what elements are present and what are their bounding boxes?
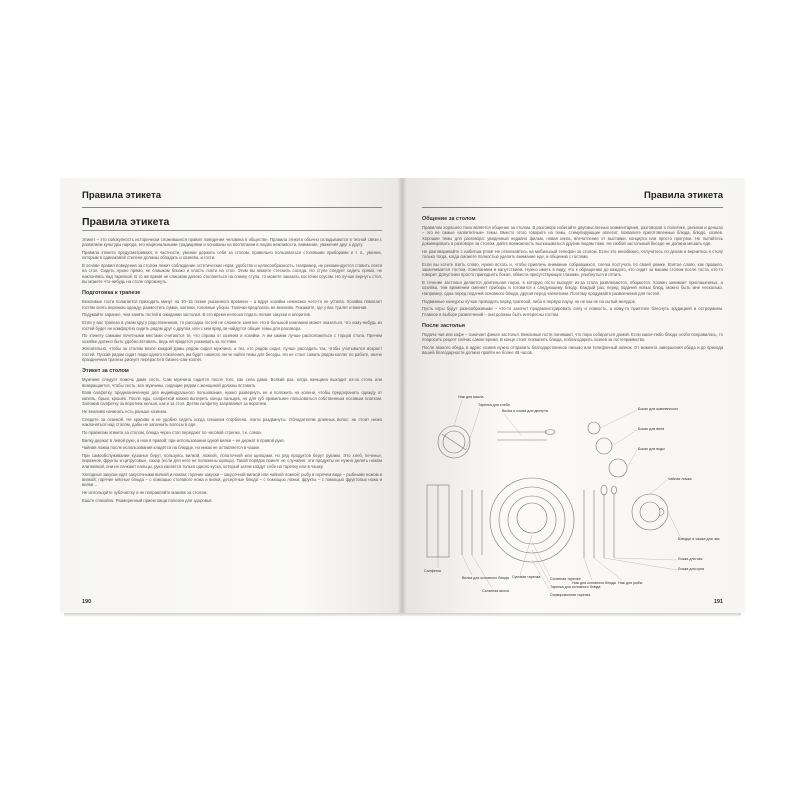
paragraph: Холодные закуски едят закусочными вилкой и ножом; горячие закуски – закусочной вилкой или чайной ложкой; рыбу в горячем виде – рыбными ножом и вилкой; горячие мясные блюда – с помощью столового ножа и вилки; десертные блюда – с помощью ложки; фрукты – с помощью фруктовых ножа и вилки…	[82, 471, 382, 488]
paragraph: Если вы хотите взять слово, нужно встать и, чтобы привлечь внимание собравшихся, слегка постучать по своей рюмке. Взятое слово, как правило, заканчивается тостом, пожеланием и напутствием. Нужно иметь в виду, что к обращению до каждого, кто сидит за вашим столом после тоста, кто-то говорит. Допустимо просто приподнять бокал, обвести присутствующих глазами, улыбнуться и отпить.	[422, 261, 723, 278]
paragraph: Правила этикета предусматривают, в частности, умение держать себя за столом, правильно пользоваться столовыми приборами и т. п., умение, которым в одинаковой степени должны обладать и хозяева, и гости.	[82, 250, 382, 261]
label-napkin: Салфетка	[424, 569, 441, 573]
label-tea-spoon: Чайная ложка	[668, 477, 692, 481]
paragraph: Если у вас трапеза в узком кругу родственников, то рассадка гостей не сложное занятие. Но в большой компании может оказаться, что кому-нибудь из гостей будет не комфортно сидеть рядом друг с другом, или с кем вряд ли найдутся общие темы для разговора.	[82, 320, 382, 331]
running-head-left: Правила этикета	[82, 190, 162, 201]
water-glass-shape	[609, 459, 627, 477]
page-title: Правила этикета	[82, 216, 382, 231]
label-bread-plate: Тарелка для хлеба	[478, 403, 510, 407]
butter-knife-shape	[442, 434, 466, 450]
label-soup-spoon: Ложка для супа	[678, 567, 705, 571]
saucer-shape	[632, 494, 668, 530]
paragraph: При самообслуживании кушанья берут, пользуясь вилкой, ложкой, лопаточной или щипцами, но ряд продуктов берут руками. Это хлеб, печенье, пирожное, фрукты и цитрусовые, сахар (если для него не положены щипцы). Такой порядок принят не случайно: эти продукты не нужно делить ножом или вилкой, они не пачкают пальцы, рука касается только одного куска, который затем кладут себе на тарелку или в чашку.	[82, 453, 382, 469]
header-rule	[82, 207, 382, 208]
paragraph: Не вежливо начинать есть раньше хозяина.	[82, 408, 168, 414]
label-fish-knife: Нож для рыбы	[618, 581, 643, 585]
paragraph: Взяв салфетку, предназначенную для индивидуального пользования, нужно развернуть ее и положить на колени, чтобы предохранить одежду от капель, брызг, крошек. После еды, салфеткой можно вытереть концы пальцев, но для губ правильнее пользоваться собственным носовым платком. Заложив салфетку за воротник нельзя, как и за стол. Детям салфетку заправляют за воротник.	[82, 390, 382, 407]
paragraph: Подумайте заранее, чем занять гостей в ожидании застолья. В это время неплохо подать легкие закуски и аперитив.	[82, 312, 311, 318]
section-heading: После застолья	[422, 322, 466, 329]
book-spine	[398, 178, 406, 613]
label-dessert: Вилка и ложка для десерта	[502, 409, 548, 413]
page-number-right: 191	[713, 599, 723, 605]
paragraph: В основе правил поведения за столом лежит соблюдение эстетических норм, удобство и целесообразность. Например, не рекомендуется ставить локти на стол. Сидеть нужно прямо, не слишком близко и класть локти на стол. Этим вы можете стеснить соседа. Но стуле следует сидеть прямо, не наклоняясь над тарелкой. В то же время не слишком далеко отклоняться на спинку стула, то можете заказать косточки соусом. Но лучше вернуть стол, вы можете что-нибудь на столе опрокинуть.	[82, 263, 382, 285]
section-heading: Этикет за столом	[82, 368, 129, 375]
page-shadow	[64, 613, 741, 617]
label-saucer-cup: Блюдце и чашка для чая	[678, 537, 720, 541]
right-page	[402, 178, 745, 613]
section-heading: Подготовка к трапезе	[82, 290, 141, 297]
paragraph: Пусть игры будут разнообразными – что-то захочет продемонстрировать силу и ловкость, а кому-то приятнее блеснуть эрудицией и остроумием. Главное в выборе развлечений – они должны быть интересны гостям.	[422, 306, 723, 317]
label-service-plate: Сервировочная тарелка	[550, 593, 591, 597]
page-number-left: 190	[82, 599, 92, 605]
label-main-plate: Тарелка для основного блюда	[550, 585, 601, 589]
paragraph: Подача чая или кофе – означает финал застолья. Вежливые гости понимают, что пора собираться домой. Если какое-либо блюдо особо понравилось, то попросить рецепт сейчас самое время. В конце стоит похвалить блюда, поблагодарить хозяев за гостеприимство.	[422, 331, 723, 343]
label-fork-main: Вилка для основного блюда	[462, 576, 509, 580]
paragraph: Вилку держат в левой руке, а нож в правой; при использовании одной вилки – ее держат в правой руке.	[82, 437, 285, 443]
paragraph: Правилом хорошего тона является общение за столом. В разговоре избегайте двусмысленных комментариев, разговоров о политике, религии и деньгах – это не самые «аппетитные» темы. Вместо этого говорите на темы, стимулирующие аппетит, похвалите приготовленные блюда, блюдо, хозяев. Хорошие темы для разговора: увиденный недавно фильм, новая книга, впечатление от выставки, концерта или просто прогулки. Не пытайтесь доминировать в разговоре за столом, дайте возможность высказываться другим людям тоже. Не любой застольный беседе не должна мешать еде.	[422, 225, 723, 246]
label-salad-fork: Салатная вилка	[482, 589, 509, 593]
paragraph: Желательно, чтобы за столом возле каждой дамы рядом сидел мужчина, а тех, кто рядом сидит, лучше рассадить так, чтобы учитывался возраст гостей. Пускай рядом сидят люди одного поколения, им будет намного легче найти темы для беседы. Но не стоит сажать рядом коллег по работе, иначе праздничная трапеза рискует перерасти в бизнес-сам коллег.	[82, 346, 382, 363]
table-setting-diagram	[422, 390, 722, 600]
left-page	[60, 178, 402, 613]
paragraph: Мужчине следует помочь даме сесть. Сам мужчина садится после того, как села дама. Всякий раз, когда женщина выходит из-за стола или возвращается, чтобы сесть, все мужчины, сидящие рядом с женщиной должны вставать.	[82, 377, 382, 388]
paragraph: В течение застолья делается длительная пауза, в которую гости выходят из-за стола развлекаются, общаются. Хозяин занимает приглашенных, а хозяйка, тем временем сменяет приборы и готовится к следующему блюду. Каждый раз, перед подачей новых блюд, можно быть мне несколько. Например, одна перед подачей основного блюда, другая перед чаепитием. Поэтому продумайте развлечения для гостей.	[422, 280, 723, 296]
paragraph: Этикет – это совокупность исторически сложившихся правил поведения человека в обществе. Правила этикета обычно складываются в тесной связи с развитием культуры народа, его национальными традициями и основаны на воспитании в людях вежливости, внимания, уважения друг к другу.	[82, 237, 382, 248]
paragraph: Не используйте зубочистку и не поправляйте макияж за столом.	[82, 489, 208, 495]
paragraph: После званого обеда, в адрес хозяев нужно отправить благодарственное письмо или телефонный звонок. От момента завершения обеда и до прихода вашей благодарности должно пройти не более 48 часов.	[422, 345, 723, 356]
label-wine: Бокал для вина	[638, 427, 665, 431]
label-water: Бокал для воды	[638, 447, 665, 451]
paragraph: Следите за осанкой. Не красиво и не удобно сидеть когда слишком сгорблена, локти раздвинуты. Обладателям длинных волос: не стоит низко наклоняться над столом, дабы не запачкать волосы в еде.	[82, 416, 382, 427]
wine-glass-shape	[596, 438, 612, 454]
paragraph: По этикету самыми почетными местами считаются те, что справа от хозяина и хозяйки. А им самим лучше расположиться с торцов стола. Причем хозяйке должно быть удобно вставать, ведь ей придется ухаживать за гостями.	[82, 333, 382, 344]
table-setting-illustration	[422, 390, 722, 600]
paragraph: Вежливые гости полагается приходить минут на 10–15 позже указанного времени – а вдруг хозяйка немножко чего-то не успела. Хозяйка помогает гостям снять верхнюю одежду, разместить сумки, зонтики, головные уборы. Тапочки предлагать не вежливо. Покажите, где у вас туалет и ванная.	[82, 299, 382, 310]
paragraph: Подвижные конкурсы лучше проводить перед трапезой, либо в первую паузу, но не как не на сытый желудок.	[422, 298, 636, 304]
service-plate-shape	[490, 478, 574, 562]
paragraph: По правилам этикета за столом, блюда через стол передают по часовой стрелке, т.е. слева.	[82, 429, 262, 435]
running-head-right: Правила этикета	[643, 190, 723, 201]
tea-cup-shape	[640, 502, 660, 522]
paragraph: Чайная ложка после использования кладётся на блюдце, но никак не оставляется в чашке.	[82, 445, 261, 451]
label-champagne: Бокал для шампанского	[638, 407, 679, 411]
label-salad-plate: Салатная тарелка	[550, 577, 581, 581]
section-heading: Общение за столом	[422, 216, 476, 222]
champagne-glass-shape	[588, 422, 600, 434]
intro-text	[82, 237, 382, 284]
open-book	[60, 178, 745, 613]
label-main-knife: Нож для основного блюда	[572, 581, 616, 585]
soup-plate-shape	[517, 503, 547, 533]
paragraph: Ешьте спокойно. Размеренный прием пищи полезен для здоровья.	[82, 497, 213, 503]
header-rule	[422, 207, 723, 208]
main-plate-shape	[499, 487, 565, 553]
paragraph: Не разговаривайте с набитым ртом! Не отвлекайтесь на мобильный телефон за столом. Если это неизбежно, отлучитесь по делам и вернитесь к столу только тогда, когда сможете полностью уделить внимание еде, и общению с гостями.	[422, 248, 723, 259]
label-tea-spoon2: Ложка для чая	[678, 557, 703, 561]
label-knife-butter: Нож для масла	[458, 395, 484, 399]
label-soup-plate: Суповая тарелка	[512, 575, 541, 579]
